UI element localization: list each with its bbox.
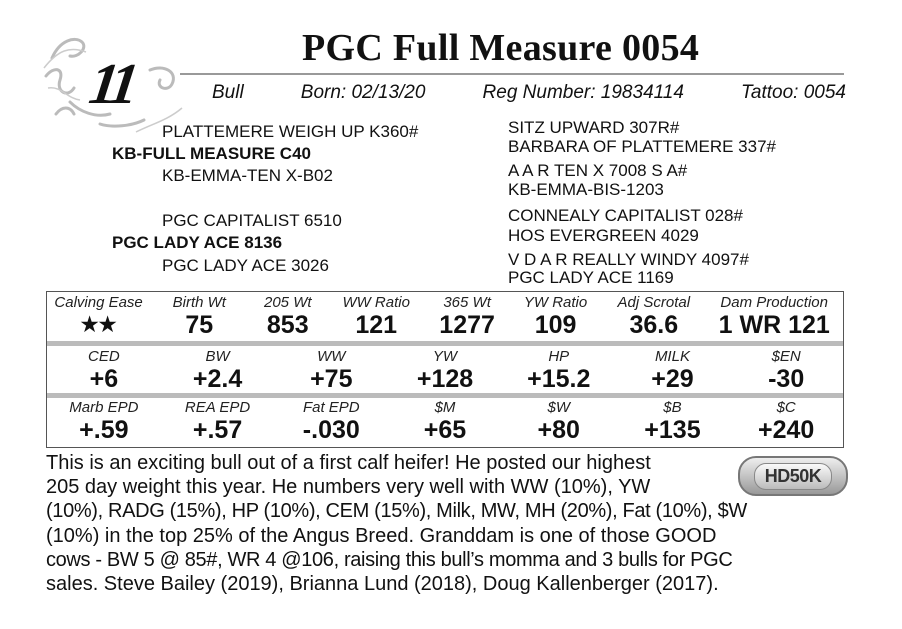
stat-cell: [729, 399, 843, 444]
tattoo: Tattoo: 0054: [741, 82, 846, 103]
stat-cell: [705, 294, 843, 339]
stat-value: 121: [355, 311, 398, 339]
stat-value: +.57: [192, 416, 243, 444]
sex-label: Bull: [212, 82, 244, 103]
row-separator: [47, 341, 843, 346]
stat-value: +29: [651, 365, 694, 393]
title-divider: [180, 73, 844, 75]
stat-value: +80: [537, 416, 580, 444]
registration-number: Reg Number: 19834114: [482, 82, 684, 103]
stat-label: HP: [548, 348, 570, 365]
stat-cell: [616, 348, 730, 393]
animal-name-title: PGC Full Measure 0054: [302, 27, 700, 69]
stat-value: -.030: [302, 416, 360, 444]
stat-label: Dam Production: [720, 294, 828, 311]
description-line: (10%), RADG (15%), HP (10%), CEM (15%), Milk, MW, MH (20%), Fat (10%), $W: [46, 500, 747, 523]
stat-cell: [509, 294, 602, 339]
pedigree-dam: PGC LADY ACE 8136: [112, 233, 283, 252]
stat-label: YW: [432, 348, 458, 365]
stat-cell: [274, 348, 388, 393]
stat-label: $B: [663, 399, 682, 416]
stat-label: CED: [88, 348, 120, 365]
stat-label: WW Ratio: [342, 294, 410, 311]
stat-label: MILK: [654, 348, 690, 365]
description-line: This is an exciting bull out of a first calf heifer! He posted our highest: [46, 452, 651, 474]
description-paragraph: [46, 451, 846, 596]
stat-cell: [502, 348, 616, 393]
stat-value: 1 WR 121: [718, 311, 830, 339]
stat-value: +135: [644, 416, 701, 444]
stat-cell: [47, 294, 150, 339]
stat-value: 75: [185, 311, 214, 339]
stat-label: $M: [434, 399, 456, 416]
hd50k-badge-label: HD50K: [754, 463, 833, 490]
stat-value: +75: [310, 365, 353, 393]
pedigree-ancestor: CONNEALY CAPITALIST 028#: [508, 206, 743, 225]
stat-value: +65: [423, 416, 467, 444]
stat-cell: [602, 294, 705, 339]
stat-cell: [388, 348, 502, 393]
stat-value: 1277: [439, 311, 495, 339]
pedigree-ancestor: HOS EVERGREEN 4029: [508, 226, 699, 245]
calving-ease-stars: ★★: [80, 314, 117, 336]
stat-label: $W: [547, 399, 570, 416]
birth-date: Born: 02/13/20: [300, 82, 426, 103]
pedigree-dam-sire: PGC CAPITALIST 6510: [162, 211, 342, 230]
stat-label: Adj Scrotal: [617, 294, 691, 311]
stats-table: [46, 291, 844, 448]
stat-label: Calving Ease: [54, 294, 143, 311]
stat-value: +2.4: [192, 365, 243, 393]
stat-cell: [248, 294, 327, 339]
stat-label: Marb EPD: [69, 399, 139, 416]
lot-number: 11: [85, 51, 138, 116]
stat-value: +6: [89, 365, 119, 393]
pedigree-ancestor: BARBARA OF PLATTEMERE 337#: [508, 137, 776, 156]
stat-label: WW: [317, 348, 346, 365]
stat-value: 109: [534, 311, 577, 339]
pedigree-sire-sire: PLATTEMERE WEIGH UP K360#: [162, 122, 419, 141]
stat-label: Birth Wt: [172, 294, 226, 311]
stat-cell: [47, 399, 161, 444]
description-line: cows - BW 5 @ 85#, WR 4 @106, raising this bull’s momma and 3 bulls for PGC: [46, 548, 733, 571]
stat-cell: [327, 294, 425, 339]
stat-label: BW: [205, 348, 230, 365]
pedigree-ancestor: V D A R REALLY WINDY 4097#: [508, 250, 749, 269]
pedigree-ancestor: A A R TEN X 7008 S A#: [508, 161, 688, 180]
stat-cell: [161, 399, 275, 444]
pedigree-ancestor: PGC LADY ACE 1169: [508, 268, 674, 287]
stat-label: $C: [776, 399, 796, 416]
stat-cell: [47, 348, 161, 393]
performance-row: [47, 294, 843, 339]
pedigree-dam-dam: PGC LADY ACE 3026: [162, 256, 329, 275]
stat-label: $EN: [771, 348, 801, 365]
stat-cell: [150, 294, 248, 339]
epd-row: [47, 348, 843, 393]
pedigree-sire: KB-FULL MEASURE C40: [112, 144, 311, 163]
description-line: 205 day weight this year. He numbers very well with WW (10%), YW: [46, 476, 651, 499]
description-line: (10%) in the top 25% of the Angus Breed. Granddam is one of those GOOD: [46, 524, 717, 547]
stat-label: YW Ratio: [523, 294, 588, 311]
stat-cell: [274, 399, 388, 444]
stat-cell: [388, 399, 502, 444]
pedigree-ancestor: SITZ UPWARD 307R#: [508, 118, 680, 137]
stat-value: -30: [768, 365, 805, 393]
stat-label: Fat EPD: [302, 399, 360, 416]
stat-cell: [502, 399, 616, 444]
animal-info-line: [212, 82, 846, 104]
stat-value: 36.6: [629, 311, 679, 339]
stat-value: +240: [758, 416, 815, 444]
stat-value: 853: [266, 311, 309, 339]
stat-label: 365 Wt: [443, 294, 491, 311]
carcass-row: [47, 399, 843, 444]
stat-cell: [729, 348, 843, 393]
stat-cell: [425, 294, 509, 339]
pedigree-ancestor: KB-EMMA-BIS-1203: [508, 180, 664, 199]
stat-value: +15.2: [527, 365, 591, 393]
stat-value: +.59: [79, 416, 129, 444]
description-line: sales. Steve Bailey (2019), Brianna Lund (2018), Doug Kallenberger (2017).: [46, 573, 719, 596]
row-separator: [47, 393, 843, 398]
stat-cell: [161, 348, 275, 393]
stat-label: REA EPD: [184, 399, 251, 416]
stat-value: +128: [416, 365, 474, 393]
pedigree-sire-dam: KB-EMMA-TEN X-B02: [162, 166, 333, 185]
stat-cell: [616, 399, 730, 444]
stat-label: 205 Wt: [264, 294, 312, 311]
